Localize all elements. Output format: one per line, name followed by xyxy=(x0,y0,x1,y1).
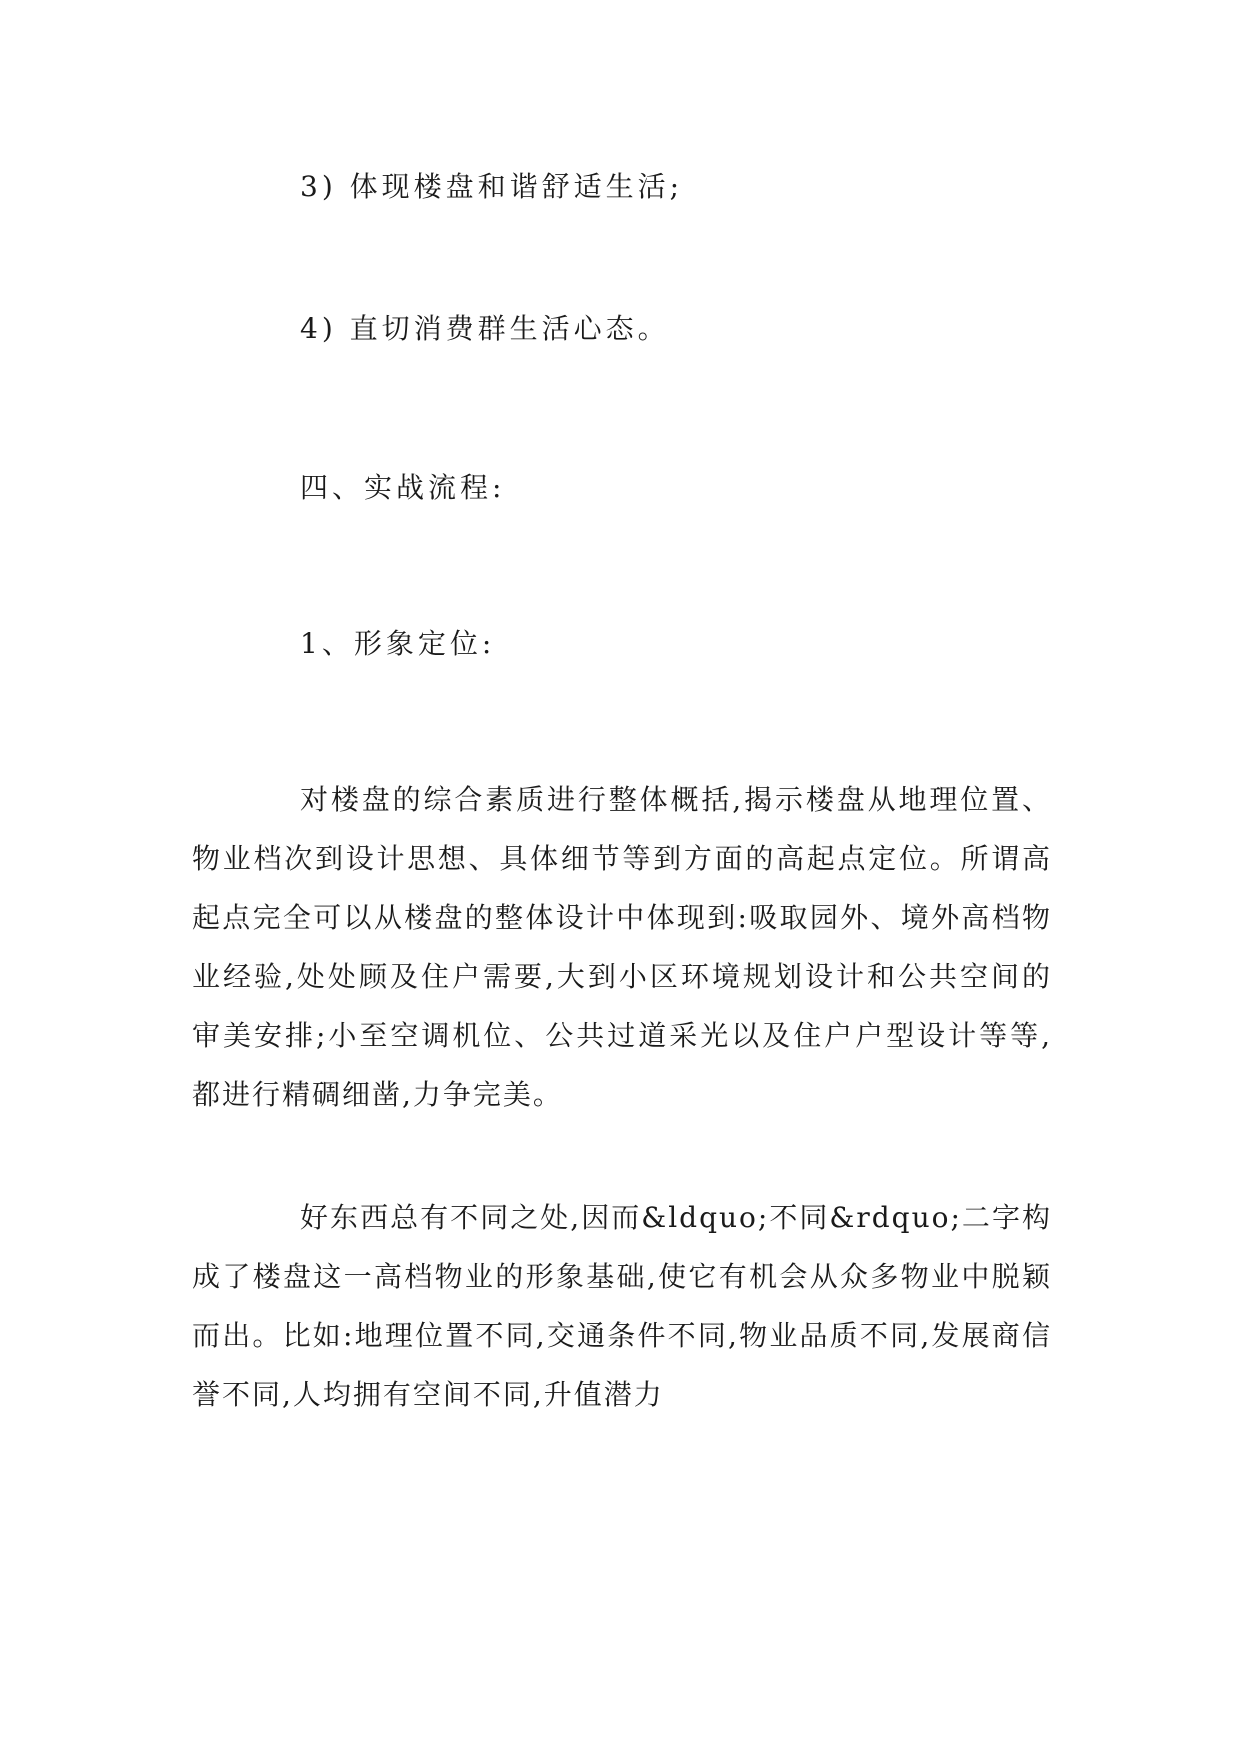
subsection-heading: 1、形象定位: xyxy=(300,627,496,660)
list-item-3: 3) 体现楼盘和谐舒适生活; xyxy=(300,170,684,203)
paragraph-image-positioning: 对楼盘的综合素质进行整体概括,揭示楼盘从地理位置、物业档次到设计思想、具体细节等到方面的高起点定位。所谓高起点完全可以从楼盘的整体设计中体现到:吸取园外、境外高档物业经验,处处顾及住户需要,大到小区环境规划设计和公共空间的审美安排;小至空调机位、公共过道采光以及住户户型设计等等,都进行精碉细凿,力争完美。 xyxy=(192,783,1052,1111)
list-item-4: 4) 直切消费群生活心态。 xyxy=(300,312,670,345)
paragraph-differences: 好东西总有不同之处,因而&ldquo;不同&rdquo;二字构成了楼盘这一高档物业的形象基础,使它有机会从众多物业中脱颖而出。比如:地理位置不同,交通条件不同,物业品质不同,发展商信誉不同,人均拥有空间不同,升值潜力 xyxy=(192,1201,1052,1411)
section-heading: 四、实战流程: xyxy=(300,471,506,504)
